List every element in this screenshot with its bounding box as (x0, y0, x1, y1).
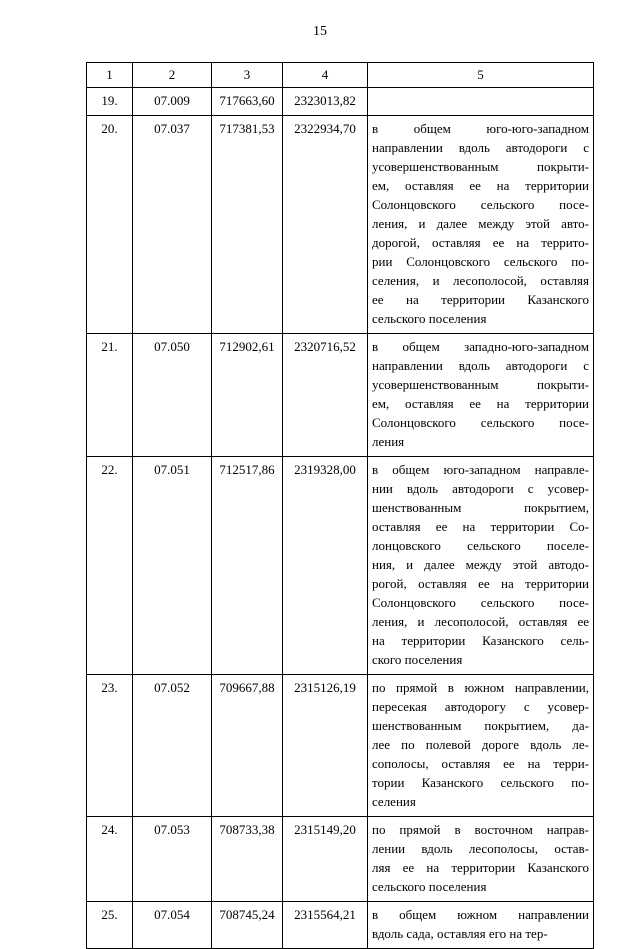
description-line: сельского поселения (372, 879, 487, 894)
description-line: сополосы, оставляя ее на терри- (372, 756, 589, 771)
description-line: ления, и далее между этой авто- (372, 216, 589, 231)
table-row (87, 116, 594, 334)
table-row (87, 675, 594, 817)
description-line: селения, и лесополосой, оставляя (372, 273, 589, 288)
description-line: в общем западно-юго-западном (372, 339, 589, 354)
column-header-3: 3 (212, 63, 283, 88)
description-line: сельского поселения (372, 311, 487, 326)
boundary-description (368, 116, 594, 334)
row-number: 25. (87, 902, 133, 949)
description-line: Солонцовского сельского посе- (372, 197, 589, 212)
description-line: ляя ее на территории Казанского (372, 860, 589, 875)
description-line: ления, и лесополосой, оставляя ее (372, 614, 589, 629)
coordinate-y: 2320716,52 (283, 334, 368, 457)
description-line: рогой, оставляя ее на территории (372, 576, 589, 591)
description-line: дорогой, оставляя ее на террито- (372, 235, 589, 250)
row-number: 19. (87, 88, 133, 116)
coordinate-x: 712902,61 (212, 334, 283, 457)
coordinate-y: 2323013,82 (283, 88, 368, 116)
boundary-description (368, 902, 594, 949)
point-code: 07.051 (133, 457, 212, 675)
description-line: ния, и далее между этой автодо- (372, 557, 589, 572)
point-code: 07.052 (133, 675, 212, 817)
description-line: на территории Казанского сель- (372, 633, 589, 648)
column-header-2: 2 (133, 63, 212, 88)
description-line: усовершенствованным покрыти- (372, 377, 589, 392)
description-line: Солонцовского сельского посе- (372, 415, 589, 430)
coordinate-x: 712517,86 (212, 457, 283, 675)
coordinate-x: 708733,38 (212, 817, 283, 902)
coordinate-y: 2315149,20 (283, 817, 368, 902)
column-header-1: 1 (87, 63, 133, 88)
coordinate-x: 717663,60 (212, 88, 283, 116)
description-line: в общем юго-юго-западном (372, 121, 589, 136)
coordinate-y: 2322934,70 (283, 116, 368, 334)
description-line: направлении вдоль автодороги с (372, 358, 589, 373)
description-line: в общем южном направлении (372, 907, 589, 922)
table-row (87, 334, 594, 457)
boundary-description (368, 88, 594, 116)
coordinate-y: 2315126,19 (283, 675, 368, 817)
row-number: 21. (87, 334, 133, 457)
description-line: лонцовского сельского поселе- (372, 538, 589, 553)
description-line: тории Казанского сельского по- (372, 775, 589, 790)
description-line: ем, оставляя ее на территории (372, 396, 589, 411)
column-header-5: 5 (368, 63, 594, 88)
coordinate-y: 2315564,21 (283, 902, 368, 949)
table-row (87, 902, 594, 949)
description-line: лении вдоль лесополосы, остав- (372, 841, 589, 856)
point-code: 07.037 (133, 116, 212, 334)
description-line: шенствованным покрытием, (372, 500, 589, 515)
boundary-description (368, 334, 594, 457)
description-line: лее по полевой дороге вдоль ле- (372, 737, 589, 752)
description-line: усовершенствованным покрыти- (372, 159, 589, 174)
description-line: оставляя ее на территории Со- (372, 519, 589, 534)
row-number: 22. (87, 457, 133, 675)
description-line: ского поселения (372, 652, 463, 667)
boundary-description (368, 817, 594, 902)
description-line: по прямой в восточном направ- (372, 822, 589, 837)
description-line: пересекая автодорогу с усовер- (372, 699, 589, 714)
row-number: 24. (87, 817, 133, 902)
description-line: по прямой в южном направлении, (372, 680, 589, 695)
point-code: 07.009 (133, 88, 212, 116)
coordinate-x: 709667,88 (212, 675, 283, 817)
page-number: 15 (313, 24, 327, 39)
description-line: нии вдоль автодороги с усовер- (372, 481, 589, 496)
table-row (87, 817, 594, 902)
description-line: направлении вдоль автодороги с (372, 140, 589, 155)
coordinate-x: 717381,53 (212, 116, 283, 334)
boundary-description (368, 457, 594, 675)
row-number: 23. (87, 675, 133, 817)
description-line: Солонцовского сельского посе- (372, 595, 589, 610)
column-header-4: 4 (283, 63, 368, 88)
boundary-points-table (86, 62, 594, 949)
description-line: в общем юго-западном направле- (372, 462, 589, 477)
description-line: ее на территории Казанского (372, 292, 589, 307)
point-code: 07.053 (133, 817, 212, 902)
point-code: 07.050 (133, 334, 212, 457)
coordinate-x: 708745,24 (212, 902, 283, 949)
description-line: ем, оставляя ее на территории (372, 178, 589, 193)
description-line: шенствованным покрытием, да- (372, 718, 589, 733)
description-line: селения (372, 794, 416, 809)
description-line: рии Солонцовского сельского по- (372, 254, 589, 269)
table-row (87, 457, 594, 675)
table-row (87, 88, 594, 116)
row-number: 20. (87, 116, 133, 334)
description-line: ления (372, 434, 405, 449)
table-header-row (87, 63, 594, 88)
point-code: 07.054 (133, 902, 212, 949)
coordinate-y: 2319328,00 (283, 457, 368, 675)
description-line: вдоль сада, оставляя его на тер- (372, 926, 548, 941)
boundary-description (368, 675, 594, 817)
